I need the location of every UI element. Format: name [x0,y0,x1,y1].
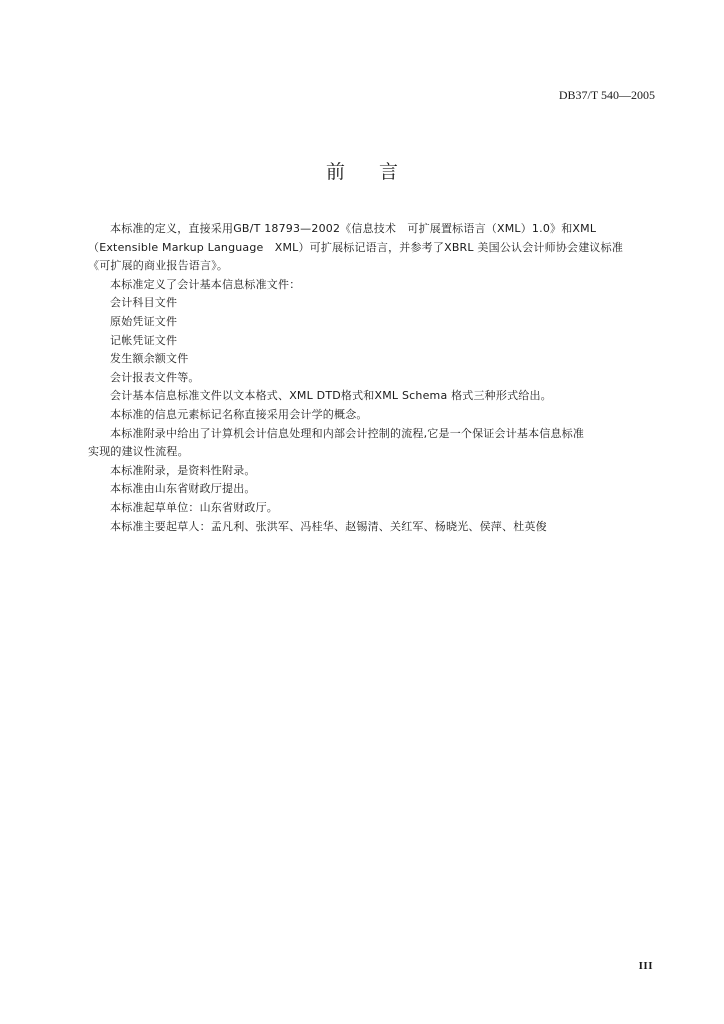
list-item-reports: 会计报表文件等。 [110,370,200,384]
paragraph-line: 《可扩展的商业报告语言》。 [88,259,229,273]
paragraph-formats: 会计基本信息标准文件以文本格式、XML DTD格式和XML Schema 格式三种形式给出。 [110,389,552,403]
paragraph-drafters: 本标准主要起草人：孟凡利、张洪军、冯桂华、赵锡清、关红军、杨晓光、侯萍、杜英俊 [110,519,547,533]
paragraph-element-names: 本标准的信息元素标记名称直接采用会计学的概念。 [110,407,368,421]
paragraph-definition [88,220,658,276]
paragraph-line: 本标准附录中给出了计算机会计信息处理和内部会计控制的流程,它是一个保证会计基本信息标准 [110,426,585,440]
list-item-accounting-vouchers: 记帐凭证文件 [110,333,178,347]
paragraph-defined-files: 本标准定义了会计基本信息标准文件： [110,277,301,291]
page-number: III [638,960,653,972]
list-item-balances: 发生额余额文件 [110,352,189,366]
paragraph-drafting-unit: 本标准起草单位：山东省财政厅。 [110,500,278,514]
paragraph-line: （Extensible Markup Language XML）可扩展标记语言，并参考了XBRL 美国公认会计师协会建议标准 [88,240,624,254]
paragraph-appendix-flow [88,425,658,462]
list-item-original-vouchers: 原始凭证文件 [110,314,178,328]
paragraph-line: 本标准的定义，直接采用GB/T 18793—2002《信息技术 可扩展置标语言（XML）1.0》和XML [110,222,597,235]
title-char-2: 言 [379,161,399,183]
page-title [0,157,724,184]
paragraph-appendix-informative: 本标准附录，是资料性附录。 [110,463,256,477]
paragraph-line: 实现的建议性流程。 [88,445,189,459]
paragraph-proposer: 本标准由山东省财政厅提出。 [110,482,256,496]
title-char-1: 前 [325,161,345,183]
list-item-account-subjects: 会计科目文件 [110,296,178,310]
foreword-body [88,220,658,536]
document-code: DB37/T 540—2005 [558,88,655,102]
